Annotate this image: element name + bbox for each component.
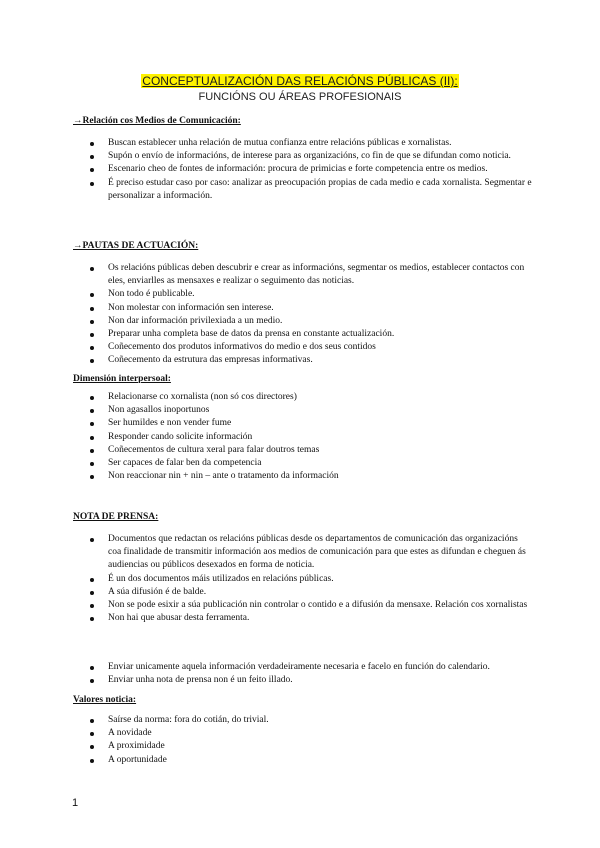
- list-item: Preparar unha completa base de datos da prensa en constante actualización.: [73, 328, 533, 341]
- list-item: Buscan establecer unha relación de mutua confianza entre relacións públicas e xornalistas.: [73, 137, 533, 150]
- list-item: É preciso estudar caso por caso: analizar as preocupación propias de cada medio e cada xornalista. Segmentar e personalizar a información.: [73, 177, 533, 203]
- list-item: A oportunidade: [73, 754, 533, 767]
- list-item: É un dos documentos máis utilizados en relacións públicas.: [73, 573, 533, 586]
- list-item: Saírse da norma: fora do cotián, do trivial.: [73, 714, 533, 727]
- bullet-list: [73, 137, 533, 203]
- bullet-list: [73, 391, 533, 483]
- list-item: Non hai que abusar desta ferramenta.: [73, 612, 533, 625]
- bullet-list: [73, 533, 533, 625]
- section-nota-de-prensa: [73, 511, 533, 625]
- document-subtitle: FUNCIÓNS OU ÁREAS PROFESIONAIS: [198, 91, 402, 103]
- list-item: Relacionarse co xornalista (non só cos directores): [73, 391, 533, 404]
- section-pautas: [73, 240, 533, 368]
- list-item: Non se pode esixir a súa publicación nin controlar o contido e a difusión da mensaxe. Relación cos xornalistas: [73, 599, 533, 612]
- list-item: Os relacións públicas deben descubrir e crear as informacións, segmentar os medios, establecer contactos con eles, enviarlles as mensaxes e realizar o seguimento das noticias.: [73, 262, 533, 288]
- bullet-list: [73, 714, 533, 767]
- title-block: [0, 72, 600, 104]
- list-item: Ser capaces de falar ben da competencia: [73, 457, 533, 470]
- section-heading: NOTA DE PRENSA:: [73, 512, 159, 522]
- list-item: Coñecementos de cultura xeral para falar doutros temas: [73, 444, 533, 457]
- list-item: Coñecemento da estrutura das empresas informativas.: [73, 354, 533, 367]
- bullet-list: [73, 661, 533, 687]
- section-heading: Valores noticia:: [73, 695, 137, 705]
- list-item: Enviar unha nota de prensa non é un feito illado.: [73, 674, 533, 687]
- list-item: A súa difusión é de balde.: [73, 586, 533, 599]
- section-extra-notes: [73, 661, 533, 687]
- list-item: Enviar unicamente aquela información verdadeiramente necesaria e facelo en función do calendario.: [73, 661, 533, 674]
- section-valores-noticia: [73, 694, 533, 767]
- page-number: 1: [72, 797, 79, 809]
- list-item: Responder cando solicite información: [73, 431, 533, 444]
- list-item: Escenario cheo de fontes de información: procura de primicias e forte competencia entre os medios.: [73, 163, 533, 176]
- list-item: Ser humildes e non vender fume: [73, 417, 533, 430]
- list-item: Non molestar con información sen interese.: [73, 302, 533, 315]
- list-item: Documentos que redactan os relacións públicas desde os departamentos de comunicación das organizacións coa finalidade de transmitir información aos medios de comunicación para que estes as difundan e cheguen ás audiencias ou públicos desexados en forma de noticia.: [73, 533, 533, 573]
- document-title: CONCEPTUALIZACIÓN DAS RELACIÓNS PÚBLICAS (II):: [142, 74, 458, 88]
- list-item: Non reaccionar nin + nin – ante o tratamento da información: [73, 470, 533, 483]
- section-medios: [73, 115, 533, 203]
- list-item: A novidade: [73, 727, 533, 740]
- list-item: Supón o envío de informacións, de interese para as organizacións, co fin de que se difundan como noticia.: [73, 150, 533, 163]
- bullet-list: [73, 262, 533, 368]
- list-item: A proximidade: [73, 740, 533, 753]
- list-item: Non todo é publicable.: [73, 288, 533, 301]
- list-item: Non agasallos inoportunos: [73, 404, 533, 417]
- list-item: Coñecemento dos produtos informativos do medio e dos seus contidos: [73, 341, 533, 354]
- list-item: Non dar información privilexiada a un medio.: [73, 315, 533, 328]
- section-heading: →Relación cos Medios de Comunicación:: [73, 116, 241, 126]
- section-dimension-interpersoal: [73, 373, 533, 483]
- section-heading: →PAUTAS DE ACTUACIÓN:: [73, 241, 199, 251]
- section-heading: Dimensión interpersoal:: [73, 374, 171, 384]
